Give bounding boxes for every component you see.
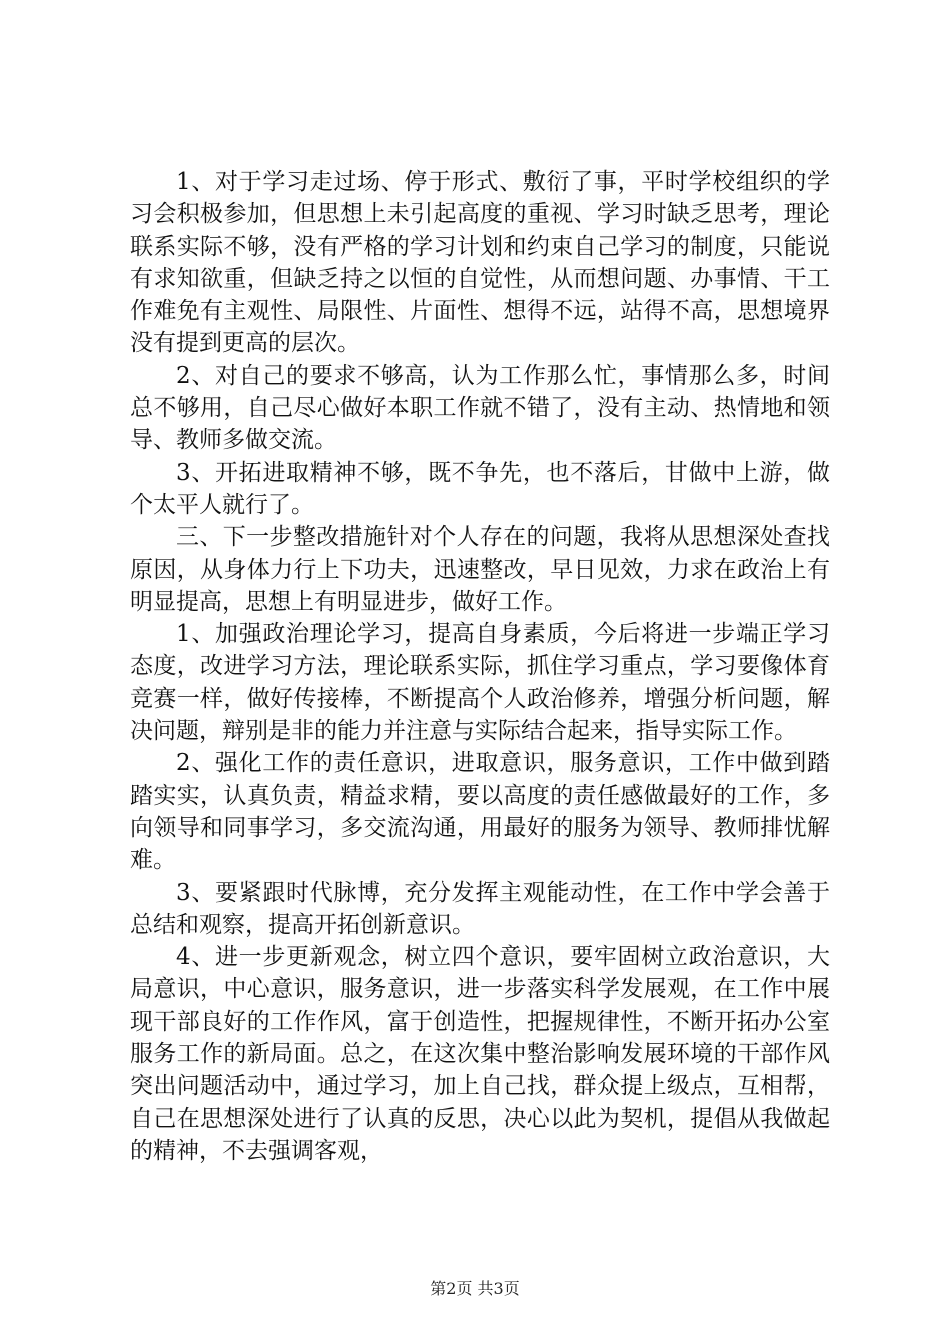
paragraph-measure-1: 1、加强政治理论学习，提高自身素质，今后将进一步端正学习态度，改进学习方法，理论联系实际，抓住学习重点，学习要像体育竞赛一样，做好传接棒，不断提高个人政治修养，增强分析问题，解决问题，辩别是非的能力并注意与实际结合起来，指导实际工作。 — [130, 621, 830, 745]
paragraph-3: 3、开拓进取精神不够，既不争先，也不落后，甘做中上游，做个太平人就行了。 — [130, 459, 830, 518]
paragraph-measure-4: 4、进一步更新观念，树立四个意识，要牢固树立政治意识，大局意识，中心意识，服务意识，进一步落实科学发展观，在工作中展现干部良好的工作作风，富于创造性，把握规律性，不断开拓办公室服务工作的新局面。总之，在这次集中整治影响发展环境的干部作风突出问题活动中，通过学习，加上自己找，群众提上级点，互相帮，自己在思想深处进行了认真的反思，决心以此为契机，提倡从我做起的精神，不去强调客观， — [130, 944, 830, 1164]
paragraph-section-three: 三、下一步整改措施针对个人存在的问题，我将从思想深处查找原因，从身体力行上下功夫，迅速整改，早日见效，力求在政治上有明显提高，思想上有明显进步，做好工作。 — [130, 524, 830, 615]
paragraph-measure-2: 2、强化工作的责任意识，进取意识，服务意识，工作中做到踏踏实实，认真负责，精益求精，要以高度的责任感做最好的工作，多向领导和同事学习，多交流沟通，用最好的服务为领导、教师排忧解难。 — [130, 750, 830, 874]
paragraph-measure-3: 3、要紧跟时代脉博，充分发挥主观能动性，在工作中学会善于总结和观察，提高开拓创新意识。 — [130, 879, 830, 938]
document-body — [130, 166, 830, 1167]
paragraph-2: 2、对自己的要求不够高，认为工作那么忙，事情那么多，时间总不够用，自己尽心做好本职工作就不错了，没有主动、热情地和领导、教师多做交流。 — [130, 362, 830, 454]
page-number-footer: 第2页 共3页 — [430, 1279, 520, 1298]
paragraph-1: 1、对于学习走过场、停于形式、敷衍了事，平时学校组织的学习会积极参加，但思想上未引起高度的重视、学习时缺乏思考，理论联系实际不够，没有严格的学习计划和约束自己学习的制度，只能说有求知欲重，但缺乏持之以恒的自觉性，从而想问题、办事情、干工作难免有主观性、局限性、片面性、想得不远，站得不高，思想境界没有提到更高的层次。 — [130, 169, 830, 357]
